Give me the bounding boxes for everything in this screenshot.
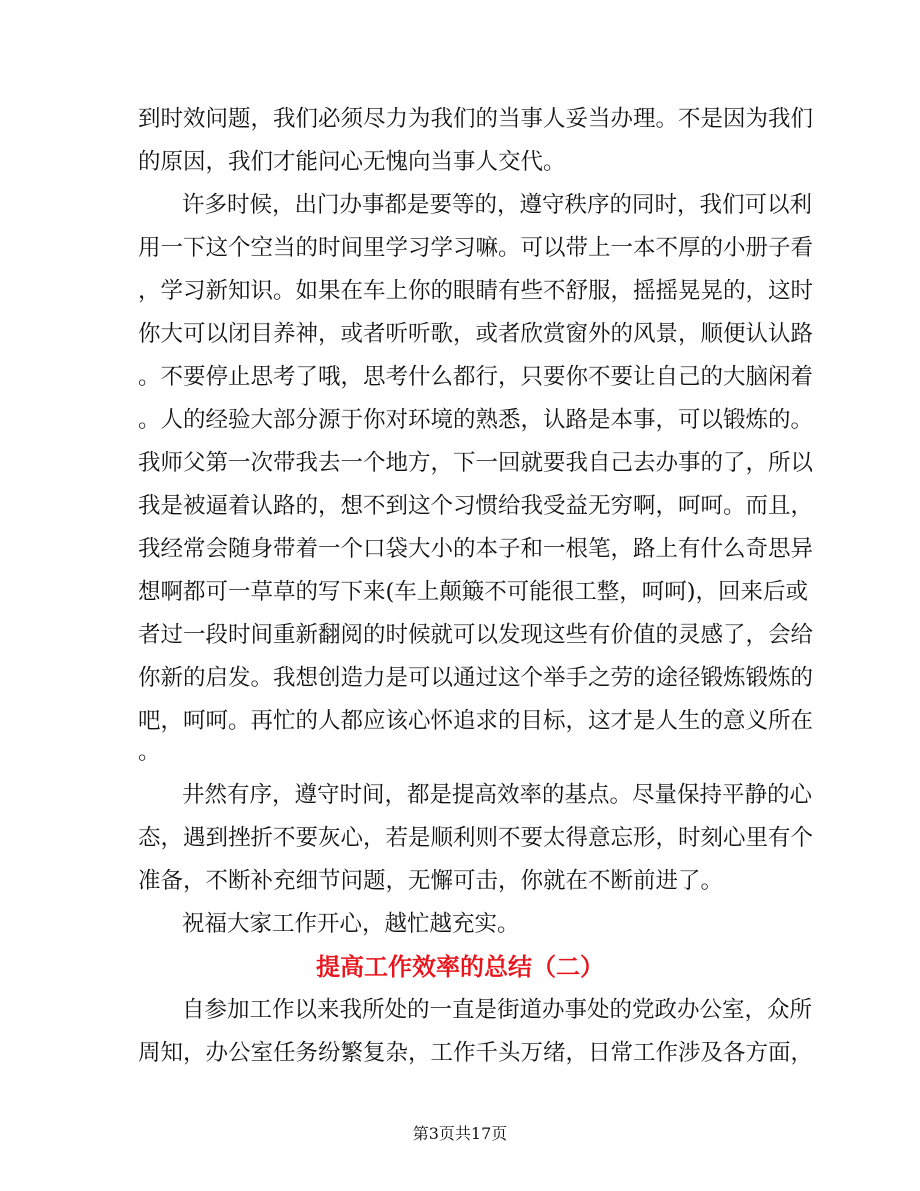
text-line: 吧，呵呵。再忙的人都应该心怀追求的目标，这才是人生的意义所在 (138, 708, 814, 734)
text-line: 自参加工作以来我所处的一直是街道办事处的党政办公室，众所 (182, 997, 813, 1023)
text-line: 到时效问题，我们必须尽力为我们的当事人妥当办理。不是因为我们 (138, 106, 814, 132)
text-line: 我经常会随身带着一个口袋大小的本子和一根笔，路上有什么奇思异 (138, 536, 814, 562)
page-footer: 第3页共17页 (412, 1124, 508, 1143)
text-line: 周知，办公室任务纷繁复杂，工作千头万绪，日常工作涉及各方面， (138, 1040, 814, 1066)
text-line: 用一下这个空当的时间里学习学习嘛。可以带上一本不厚的小册子看 (138, 235, 814, 261)
text-line: 许多时候，出门办事都是要等的，遵守秩序的同时，我们可以利 (182, 192, 813, 218)
text-line: 祝福大家工作开心，越忙越充实。 (182, 911, 520, 937)
section-heading: 提高工作效率的总结（二） (316, 952, 604, 981)
text-line: 井然有序，遵守时间，都是提高效率的基点。尽量保持平静的心 (182, 782, 813, 808)
text-line: 想啊都可一草草的写下来(车上颠簸不可能很工整，呵呵)，回来后或 (138, 579, 809, 605)
text-line: 。人的经验大部分源于你对环境的熟悉，认路是本事，可以锻炼的。 (138, 407, 814, 433)
text-line: 。 (138, 739, 161, 765)
text-line: 我师父第一次带我去一个地方，下一回就要我自己去办事的了，所以 (138, 450, 814, 476)
text-line: 的原因，我们才能问心无愧向当事人交代。 (138, 149, 566, 175)
text-line: 你大可以闭目养神，或者听听歌，或者欣赏窗外的风景，顺便认认路 (138, 321, 814, 347)
text-line: 者过一段时间重新翻阅的时候就可以发现这些有价值的灵感了，会给 (138, 622, 814, 648)
text-line: 我是被逼着认路的，想不到这个习惯给我受益无穷啊，呵呵。而且， (138, 493, 814, 519)
text-line: ，学习新知识。如果在车上你的眼睛有些不舒服，摇摇晃晃的，这时 (138, 278, 814, 304)
text-line: 。不要停止思考了哦，思考什么都行，只要你不要让自己的大脑闲着 (138, 364, 814, 390)
text-line: 准备，不断补充细节问题，无懈可击，你就在不断前进了。 (138, 868, 724, 894)
text-line: 你新的启发。我想创造力是可以通过这个举手之劳的途径锻炼锻炼的 (138, 665, 814, 691)
text-line: 态，遇到挫折不要灰心，若是顺利则不要太得意忘形，时刻心里有个 (138, 825, 814, 851)
